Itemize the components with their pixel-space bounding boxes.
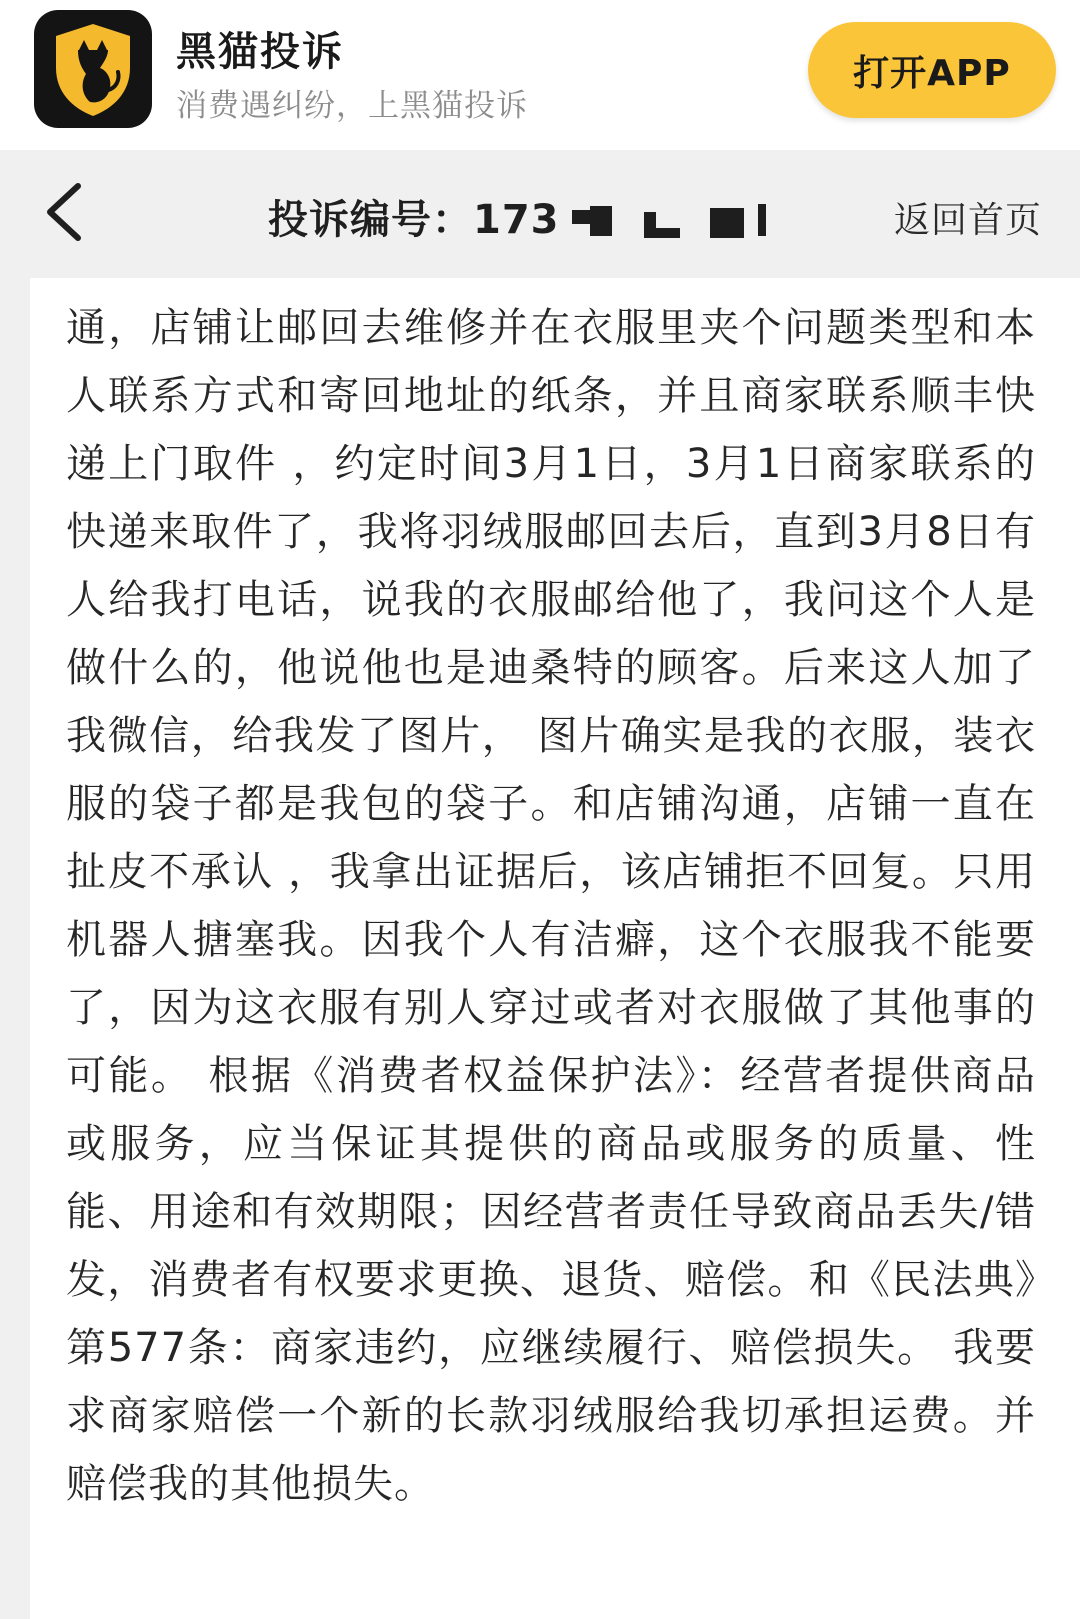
complaint-number-label: 投诉编号：173: [268, 197, 560, 243]
chevron-left-icon[interactable]: [38, 180, 92, 244]
app-download-banner: [0, 0, 1080, 150]
app-name: 黑猫投诉: [176, 29, 344, 75]
app-logo: [34, 10, 152, 128]
app-slogan: 消费遇纠纷，上黑猫投诉: [176, 88, 528, 124]
complaint-body-text: 通，店铺让邮回去维修并在衣服里夹个问题类型和本人联系方式和寄回地址的纸条，并且商家联系顺丰快递上门取件 ，约定时间3月1日，3月1日商家联系的快递来取件了，我将羽绒服邮回去后，直到3月8日有人给我打电话，说我的衣服邮给他了，我问这个人是做什么的，他说他也是迪桑特的顾客。后来这人加了我微信，给我发了图片， 图片确实是我的衣服，装衣服的袋子都是我包的袋子。和店铺沟通，店铺一直在扯皮不承认 ，我拿出证据后，该店铺拒不回复。只用机器人搪塞我。因我个人有洁癖，这个衣服我不能要了，因为这衣服有别人穿过或者对衣服做了其他事的可能。 根据《消费者权益保护法》：经营者提供商品或服务，应当保证其提供的商品或服务的质量、性能、用途和有效期限；因经营者责任导致商品丢失/错发，消费者有权要求更换、退货、赔偿。和《民法典》第577条：商家违约，应继续履行、赔偿损失。 我要求商家赔偿一个新的长款羽绒服给我切承担运费。并赔偿我的其他损失。: [66, 305, 1036, 1507]
open-app-button[interactable]: 打开APP: [808, 22, 1056, 118]
page-title: [268, 188, 792, 245]
page-header: [0, 152, 1080, 270]
complaint-content-card: [30, 278, 1080, 1619]
return-home-link[interactable]: 返回首页: [894, 200, 1043, 241]
redaction-mask: [562, 194, 792, 240]
black-cat-shield-icon: [34, 10, 152, 128]
